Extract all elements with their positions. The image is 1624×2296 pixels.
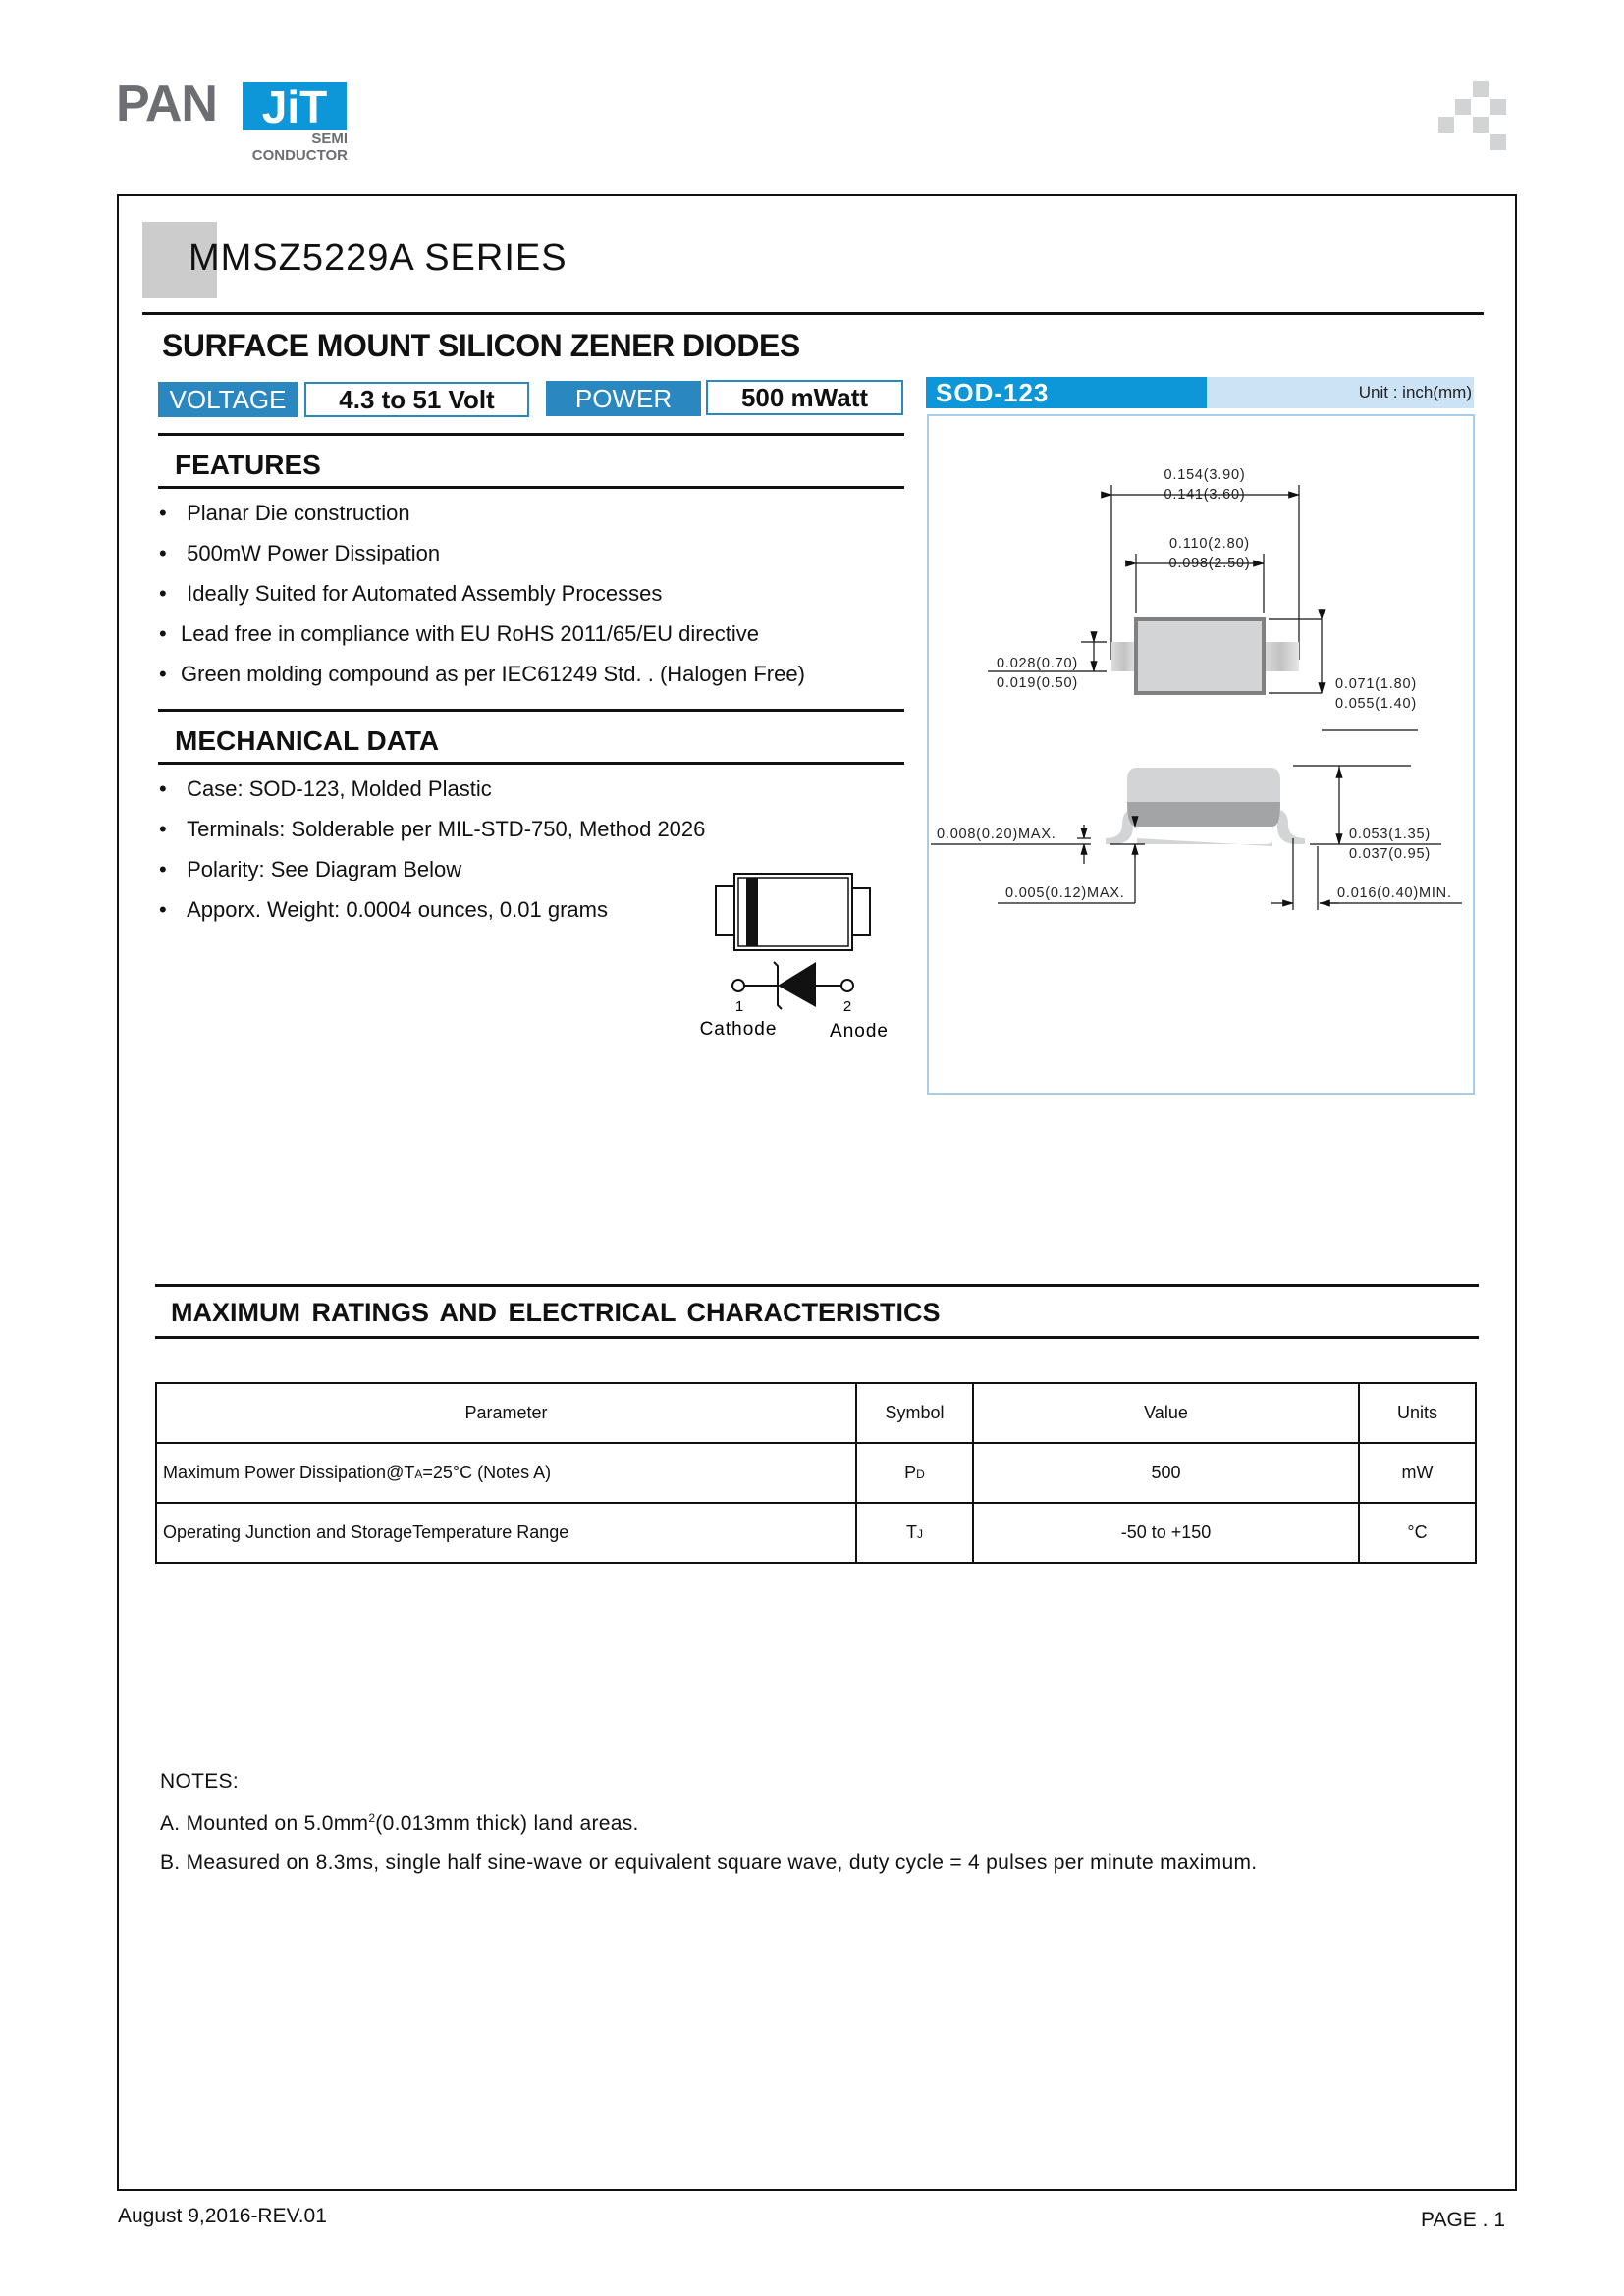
symbol-subscript: D xyxy=(916,1468,925,1481)
power-label: POWER xyxy=(546,381,701,416)
power-value: 500 mWatt xyxy=(706,380,903,415)
units-cell: °C xyxy=(1359,1503,1476,1563)
dim-standoff: 0.005(0.12)MAX. xyxy=(1005,885,1125,901)
dim-height-min: 0.037(0.95) xyxy=(1349,846,1431,862)
dim-body-width-max: 0.071(1.80) xyxy=(1335,676,1417,692)
parameter-subscript: A xyxy=(414,1468,423,1481)
package-unit: Unit : inch(mm) xyxy=(1358,383,1472,401)
revision-date: August 9,2016-REV.01 xyxy=(118,2205,327,2227)
note-a xyxy=(160,1811,639,1836)
ratings-bottom-divider xyxy=(155,1336,1479,1339)
list-item: • Ideally Suited for Automated Assembly Processes xyxy=(159,581,663,606)
package-outline-icon xyxy=(716,874,870,950)
table-row xyxy=(156,1443,1476,1503)
lead-left xyxy=(1111,642,1137,671)
list-item-text: Planar Die construction xyxy=(187,501,410,525)
parameter-text: Maximum Power Dissipation@T xyxy=(163,1463,415,1482)
pin2-label: 2 xyxy=(842,998,852,1015)
column-header: Parameter xyxy=(156,1383,856,1443)
symbol-subscript: J xyxy=(917,1527,923,1541)
symbol-cell xyxy=(856,1443,973,1503)
list-item: • Lead free in compliance with EU RoHS 2011/65/EU directive xyxy=(159,621,760,646)
units-cell: mW xyxy=(1359,1443,1476,1503)
dim-overall-length-max: 0.154(3.90) xyxy=(1164,467,1246,483)
page-subtitle: SURFACE MOUNT SILICON ZENER DIODES xyxy=(162,328,800,363)
voltage-value: 4.3 to 51 Volt xyxy=(304,382,529,417)
title-divider xyxy=(142,312,1484,315)
features-bottom-divider xyxy=(158,486,904,489)
table-header-row xyxy=(156,1383,1476,1443)
note-b: B. Measured on 8.3ms, single half sine-wave or equivalent square wave, duty cycle = 4 pulses per minute maximum. xyxy=(160,1851,1258,1874)
column-header: Units xyxy=(1359,1383,1476,1443)
features-heading: FEATURES xyxy=(175,450,321,480)
logo-semi-text: SEMI xyxy=(311,131,348,147)
dim-height-max: 0.053(1.35) xyxy=(1349,827,1431,842)
ratings-table xyxy=(155,1382,1477,1564)
package-dimension-drawing xyxy=(927,414,1475,1095)
list-item: • Apporx. Weight: 0.0004 ounces, 0.01 grams xyxy=(159,897,608,922)
parameter-text: Operating Junction and StorageTemperature Range xyxy=(163,1522,569,1542)
table-row xyxy=(156,1503,1476,1563)
symbol-text: P xyxy=(904,1463,917,1482)
value-cell: -50 to +150 xyxy=(973,1503,1359,1563)
note-a-text: A. Mounted on 5.0mm xyxy=(160,1812,369,1835)
list-item-text: Green molding compound as per IEC61249 Std. . (Halogen Free) xyxy=(181,662,805,686)
voltage-label: VOLTAGE xyxy=(158,382,298,417)
polarity-diagram xyxy=(687,864,923,1060)
side-view-icon xyxy=(1106,768,1305,846)
value-cell: 500 xyxy=(973,1443,1359,1503)
dim-lead-length: 0.016(0.40)MIN. xyxy=(1337,885,1452,901)
page-title: MMSZ5229A SERIES xyxy=(189,238,568,279)
ratings-heading: MAXIMUM RATINGS AND ELECTRICAL CHARACTERISTICS xyxy=(171,1298,941,1327)
page-number: PAGE . 1 xyxy=(1421,2209,1505,2231)
lead-right xyxy=(1263,642,1299,671)
parameter-cell xyxy=(156,1443,856,1503)
list-item-text: Terminals: Solderable per MIL-STD-750, Method 2026 xyxy=(187,817,706,841)
column-header: Value xyxy=(973,1383,1359,1443)
note-a-superscript: 2 xyxy=(368,1811,376,1825)
parameter-text-suffix: =25°C (Notes A) xyxy=(422,1463,552,1482)
logo-jit-text: JiT xyxy=(243,82,347,130)
list-item-text: Apporx. Weight: 0.0004 ounces, 0.01 grams xyxy=(187,897,608,922)
dim-lead-width-min: 0.019(0.50) xyxy=(997,675,1078,691)
parameter-cell xyxy=(156,1503,856,1563)
mechanical-bottom-divider xyxy=(158,762,904,765)
note-a-text-suffix: (0.013mm thick) land areas. xyxy=(375,1812,639,1835)
pin1-label: 1 xyxy=(734,998,744,1015)
list-item-text: Lead free in compliance with EU RoHS 2011/65/EU directive xyxy=(181,621,760,646)
cathode-label: Cathode xyxy=(699,1019,778,1040)
dim-body-length-min: 0.098(2.50) xyxy=(1168,556,1251,571)
symbol-text: T xyxy=(906,1522,917,1542)
list-item: • Case: SOD-123, Molded Plastic xyxy=(159,776,492,801)
notes-heading: NOTES: xyxy=(160,1770,239,1792)
list-item-text: Case: SOD-123, Molded Plastic xyxy=(187,776,492,801)
dim-body-length-max: 0.110(2.80) xyxy=(1169,536,1250,552)
dim-body-width-min: 0.055(1.40) xyxy=(1335,696,1417,712)
list-item: • 500mW Power Dissipation xyxy=(159,541,441,565)
package-body xyxy=(1136,619,1264,693)
symbol-cell xyxy=(856,1503,973,1563)
list-item: • Polarity: See Diagram Below xyxy=(159,857,462,881)
package-name: SOD-123 xyxy=(926,377,1207,408)
features-top-divider xyxy=(158,433,904,436)
list-item-text: Ideally Suited for Automated Assembly Processes xyxy=(187,581,663,606)
list-item: • Planar Die construction xyxy=(159,501,410,525)
mechanical-top-divider xyxy=(158,709,904,712)
anode-label: Anode xyxy=(830,1021,889,1041)
dim-overall-length-min: 0.141(3.60) xyxy=(1164,487,1246,503)
logo-pan-text: PAN xyxy=(116,76,217,133)
column-header: Symbol xyxy=(856,1383,973,1443)
zener-diode-symbol-icon xyxy=(732,962,853,1009)
dim-lead-width-max: 0.028(0.70) xyxy=(997,656,1078,671)
list-item: • Green molding compound as per IEC61249 Std. . (Halogen Free) xyxy=(159,662,805,686)
list-item-text: Polarity: See Diagram Below xyxy=(187,857,462,881)
list-item-text: 500mW Power Dissipation xyxy=(187,541,441,565)
logo-conductor-text: CONDUCTOR xyxy=(251,147,348,164)
ratings-top-divider xyxy=(155,1284,1479,1287)
dim-lead-thickness: 0.008(0.20)MAX. xyxy=(937,827,1056,842)
mechanical-heading: MECHANICAL DATA xyxy=(175,725,440,756)
list-item: • Terminals: Solderable per MIL-STD-750, Method 2026 xyxy=(159,817,706,841)
